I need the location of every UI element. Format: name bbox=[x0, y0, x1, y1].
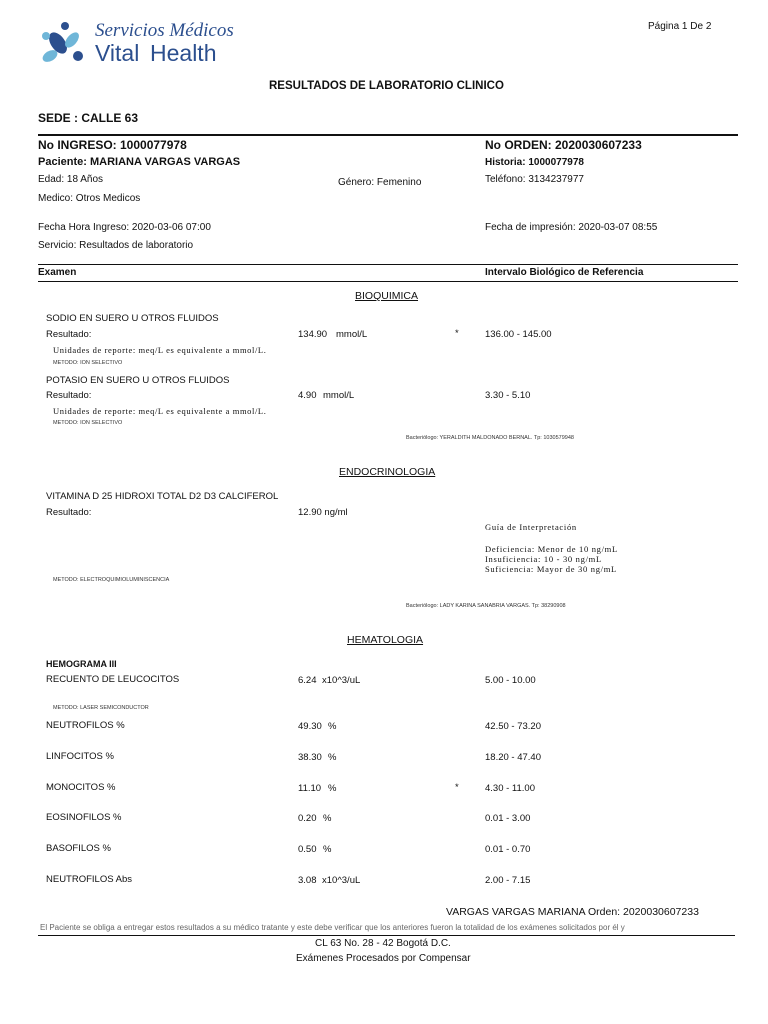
bacteriologo-signature: Bacteriólogo: YERALDITH MALDONADO BERNAL. Tp: 1030579948 bbox=[406, 435, 574, 441]
exam-potasio-method: METODO: ION SELECTIVO bbox=[53, 420, 123, 426]
exam-eosinofilos-unit: % bbox=[323, 813, 332, 824]
brand-line2-vital: Vital bbox=[95, 40, 140, 66]
exam-neutrofilos-name: NEUTROFILOS % bbox=[46, 720, 125, 731]
footer-processed: Exámenes Procesados por Compensar bbox=[296, 953, 471, 964]
exam-basofilos-name: BASOFILOS % bbox=[46, 843, 111, 854]
section-endocrinologia: ENDOCRINOLOGIA bbox=[339, 466, 436, 478]
exam-neutrofilos-abs-unit: x10^3/uL bbox=[322, 875, 361, 886]
exam-linfocitos-unit: % bbox=[328, 752, 337, 763]
footer-disclaimer: El Paciente se obliga a entregar estos resultados a su médico tratante y este debe verificar que los anteriores fueron la totalidad de los exámenes solicitados por él y bbox=[40, 923, 625, 932]
exam-linfocitos-value: 38.30 bbox=[298, 752, 322, 763]
panel-hemograma: HEMOGRAMA III bbox=[46, 659, 117, 669]
exam-basofilos-ref: 0.01 - 0.70 bbox=[485, 844, 531, 855]
footer-address: CL 63 No. 28 - 42 Bogotá D.C. bbox=[315, 938, 451, 949]
section-bioquimica: BIOQUIMICA bbox=[355, 290, 419, 302]
exam-eosinofilos-name: EOSINOFILOS % bbox=[46, 812, 122, 823]
result-label: Resultado: bbox=[46, 390, 92, 401]
report-title: RESULTADOS DE LABORATORIO CLINICO bbox=[269, 80, 504, 92]
fecha-impresion: Fecha de impresión: 2020-03-07 08:55 bbox=[485, 222, 658, 233]
exam-vitd-method: METODO: ELECTROQUIMIOLUMINISCENCIA bbox=[53, 577, 170, 583]
sede-label: SEDE : CALLE 63 bbox=[38, 111, 139, 125]
exam-vitd-value: 12.90 ng/ml bbox=[298, 507, 348, 518]
exam-potasio-unit: mmol/L bbox=[323, 390, 355, 401]
exam-sodio-method: METODO: ION SELECTIVO bbox=[53, 360, 123, 366]
exam-vitd-name: VITAMINA D 25 HIDROXI TOTAL D2 D3 CALCIFEROL bbox=[46, 491, 279, 502]
logo bbox=[38, 18, 238, 70]
divider bbox=[38, 935, 735, 936]
exam-monocitos-flag: * bbox=[455, 782, 459, 793]
patient-gender: Género: Femenino bbox=[338, 177, 422, 188]
exam-potasio-name: POTASIO EN SUERO U OTROS FLUIDOS bbox=[46, 375, 230, 386]
exam-neutrofilos-abs-ref: 2.00 - 7.15 bbox=[485, 875, 531, 886]
exam-sodio-unit: mmol/L bbox=[336, 329, 368, 340]
exam-neutrofilos-abs-name: NEUTROFILOS Abs bbox=[46, 874, 133, 885]
exam-monocitos-ref: 4.30 - 11.00 bbox=[485, 783, 536, 794]
page-indicator: Página 1 De 2 bbox=[648, 21, 712, 32]
exam-basofilos-value: 0.50 bbox=[298, 844, 317, 855]
brand-line1: Servicios Médicos bbox=[95, 20, 234, 41]
exam-neutrofilos-value: 49.30 bbox=[298, 721, 322, 732]
patient-name: Paciente: MARIANA VARGAS VARGAS bbox=[38, 156, 241, 168]
footer-patient-order: VARGAS VARGAS MARIANA Orden: 2020030607233 bbox=[446, 906, 699, 918]
exam-leucocitos-ref: 5.00 - 10.00 bbox=[485, 675, 536, 686]
exam-linfocitos-ref: 18.20 - 47.40 bbox=[485, 752, 541, 763]
exam-potasio-value: 4.90 bbox=[298, 390, 317, 401]
column-examen: Examen bbox=[38, 267, 77, 278]
fecha-ingreso: Fecha Hora Ingreso: 2020-03-06 07:00 bbox=[38, 222, 211, 233]
exam-leucocitos-name: RECUENTO DE LEUCOCITOS bbox=[46, 674, 180, 685]
guia-line: Suficiencia: Mayor de 30 ng/mL bbox=[485, 564, 617, 574]
exam-neutrofilos-unit: % bbox=[328, 721, 337, 732]
patient-age: Edad: 18 Años bbox=[38, 174, 104, 185]
exam-linfocitos-name: LINFOCITOS % bbox=[46, 751, 114, 762]
guia-title: Guía de Interpretación bbox=[485, 522, 577, 532]
exam-leucocitos-value: 6.24 bbox=[298, 675, 317, 686]
logo-mark-icon bbox=[38, 18, 92, 68]
exam-leucocitos-unit: x10^3/uL bbox=[322, 675, 361, 686]
exam-neutrofilos-ref: 42.50 - 73.20 bbox=[485, 721, 541, 732]
exam-eosinofilos-ref: 0.01 - 3.00 bbox=[485, 813, 531, 824]
historia-number: Historia: 1000077978 bbox=[485, 157, 584, 168]
exam-sodio-note: Unidades de reporte: meq/L es equivalente a mmol/L. bbox=[53, 345, 267, 355]
brand-line2-health: Health bbox=[150, 40, 217, 66]
exam-sodio-flag: * bbox=[455, 328, 459, 339]
exam-sodio-value: 134.90 bbox=[298, 329, 328, 340]
medico: Medico: Otros Medicos bbox=[38, 193, 141, 204]
exam-monocitos-unit: % bbox=[328, 783, 337, 794]
guia-line: Deficiencia: Menor de 10 ng/mL bbox=[485, 544, 618, 554]
result-label: Resultado: bbox=[46, 329, 92, 340]
patient-phone: Teléfono: 3134237977 bbox=[485, 174, 584, 185]
ingreso-number: No INGRESO: 1000077978 bbox=[38, 138, 187, 152]
divider bbox=[38, 264, 738, 265]
exam-potasio-ref: 3.30 - 5.10 bbox=[485, 390, 531, 401]
divider bbox=[38, 134, 738, 136]
exam-potasio-note: Unidades de reporte: meq/L es equivalente a mmol/L. bbox=[53, 406, 267, 416]
orden-number: No ORDEN: 2020030607233 bbox=[485, 138, 642, 152]
exam-monocitos-name: MONOCITOS % bbox=[46, 782, 116, 793]
divider bbox=[38, 281, 738, 282]
column-intervalo: Intervalo Biológico de Referencia bbox=[485, 267, 644, 278]
exam-monocitos-value: 11.10 bbox=[298, 783, 322, 794]
result-label: Resultado: bbox=[46, 507, 92, 518]
exam-basofilos-unit: % bbox=[323, 844, 332, 855]
bacteriologo-signature: Bacteriólogo: LADY KARINA SANABRIA VARGAS. Tp: 38290908 bbox=[406, 603, 566, 609]
servicio: Servicio: Resultados de laboratorio bbox=[38, 240, 194, 251]
exam-neutrofilos-abs-value: 3.08 bbox=[298, 875, 317, 886]
exam-leucocitos-method: METODO: LASER SEMICONDUCTOR bbox=[53, 705, 149, 711]
exam-sodio-ref: 136.00 - 145.00 bbox=[485, 329, 552, 340]
section-hematologia: HEMATOLOGIA bbox=[347, 634, 424, 646]
exam-sodio-name: SODIO EN SUERO U OTROS FLUIDOS bbox=[46, 313, 219, 324]
exam-eosinofilos-value: 0.20 bbox=[298, 813, 317, 824]
guia-line: Insuficiencia: 10 - 30 ng/mL bbox=[485, 554, 602, 564]
